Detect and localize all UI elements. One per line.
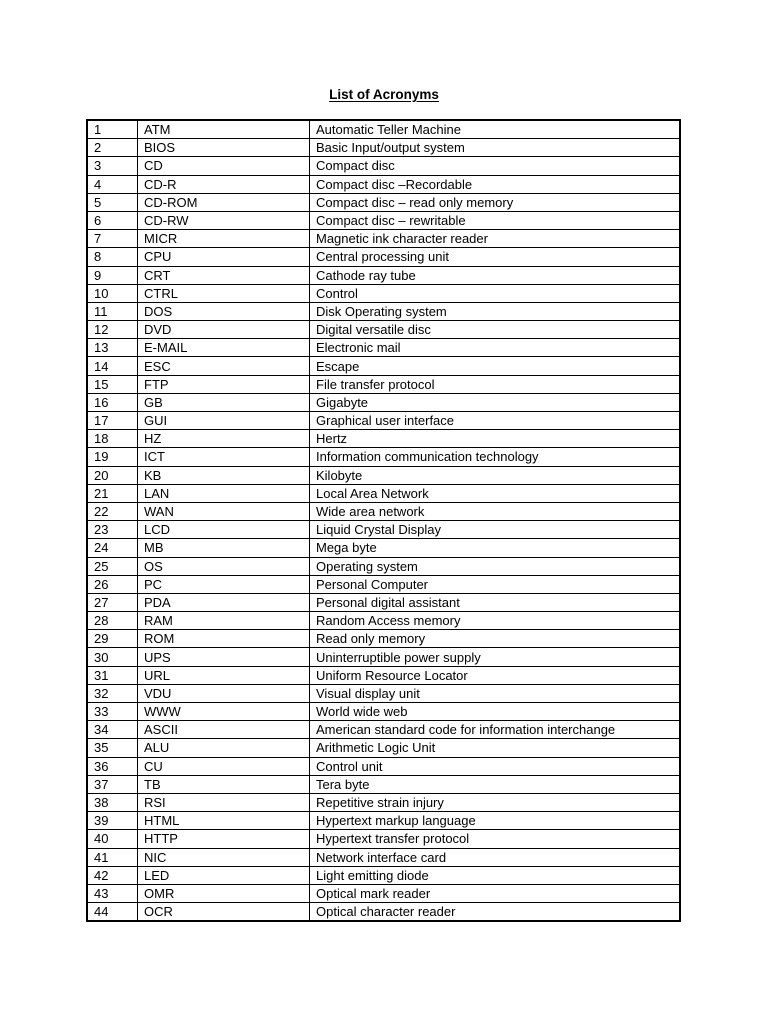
meaning-cell: Gigabyte xyxy=(310,393,681,411)
acronym-cell: ASCII xyxy=(138,721,310,739)
row-number-cell: 23 xyxy=(87,521,138,539)
table-row xyxy=(87,448,680,466)
acronym-cell: CTRL xyxy=(138,284,310,302)
meaning-cell: Compact disc – rewritable xyxy=(310,211,681,229)
meaning-cell: Hertz xyxy=(310,430,681,448)
meaning-cell: Digital versatile disc xyxy=(310,321,681,339)
table-row xyxy=(87,484,680,502)
row-number-cell: 17 xyxy=(87,412,138,430)
row-number-cell: 29 xyxy=(87,630,138,648)
meaning-cell: Arithmetic Logic Unit xyxy=(310,739,681,757)
acronym-cell: UPS xyxy=(138,648,310,666)
table-row xyxy=(87,648,680,666)
acronym-cell: E-MAIL xyxy=(138,339,310,357)
table-row xyxy=(87,630,680,648)
acronym-cell: OCR xyxy=(138,903,310,922)
acronym-cell: KB xyxy=(138,466,310,484)
table-row xyxy=(87,521,680,539)
acronym-cell: ROM xyxy=(138,630,310,648)
row-number-cell: 14 xyxy=(87,357,138,375)
row-number-cell: 5 xyxy=(87,193,138,211)
acronym-cell: ATM xyxy=(138,120,310,139)
meaning-cell: Personal digital assistant xyxy=(310,593,681,611)
table-row xyxy=(87,539,680,557)
meaning-cell: Mega byte xyxy=(310,539,681,557)
acronym-cell: PDA xyxy=(138,593,310,611)
meaning-cell: Optical mark reader xyxy=(310,884,681,902)
acronym-cell: CD-R xyxy=(138,175,310,193)
row-number-cell: 43 xyxy=(87,884,138,902)
table-row xyxy=(87,884,680,902)
acronym-cell: TB xyxy=(138,775,310,793)
meaning-cell: Disk Operating system xyxy=(310,302,681,320)
table-row xyxy=(87,302,680,320)
row-number-cell: 9 xyxy=(87,266,138,284)
acronym-cell: LAN xyxy=(138,484,310,502)
table-row xyxy=(87,812,680,830)
row-number-cell: 6 xyxy=(87,211,138,229)
row-number-cell: 7 xyxy=(87,230,138,248)
row-number-cell: 1 xyxy=(87,120,138,139)
meaning-cell: Local Area Network xyxy=(310,484,681,502)
row-number-cell: 21 xyxy=(87,484,138,502)
table-row xyxy=(87,721,680,739)
meaning-cell: Wide area network xyxy=(310,502,681,520)
table-row xyxy=(87,430,680,448)
meaning-cell: Liquid Crystal Display xyxy=(310,521,681,539)
acronym-table-body xyxy=(87,120,680,921)
table-row xyxy=(87,793,680,811)
row-number-cell: 38 xyxy=(87,793,138,811)
table-row xyxy=(87,575,680,593)
table-row xyxy=(87,557,680,575)
row-number-cell: 20 xyxy=(87,466,138,484)
row-number-cell: 16 xyxy=(87,393,138,411)
row-number-cell: 18 xyxy=(87,430,138,448)
table-row xyxy=(87,211,680,229)
row-number-cell: 41 xyxy=(87,848,138,866)
acronym-cell: OS xyxy=(138,557,310,575)
table-row xyxy=(87,593,680,611)
meaning-cell: Control xyxy=(310,284,681,302)
table-row xyxy=(87,375,680,393)
row-number-cell: 15 xyxy=(87,375,138,393)
meaning-cell: Compact disc xyxy=(310,157,681,175)
meaning-cell: Cathode ray tube xyxy=(310,266,681,284)
table-row xyxy=(87,393,680,411)
meaning-cell: Uniform Resource Locator xyxy=(310,666,681,684)
row-number-cell: 28 xyxy=(87,612,138,630)
table-row xyxy=(87,175,680,193)
table-row xyxy=(87,157,680,175)
acronym-cell: VDU xyxy=(138,684,310,702)
acronym-cell: GB xyxy=(138,393,310,411)
acronym-cell: WWW xyxy=(138,703,310,721)
row-number-cell: 2 xyxy=(87,139,138,157)
acronym-cell: CPU xyxy=(138,248,310,266)
row-number-cell: 8 xyxy=(87,248,138,266)
table-row xyxy=(87,120,680,139)
acronym-cell: RSI xyxy=(138,793,310,811)
meaning-cell: Light emitting diode xyxy=(310,866,681,884)
row-number-cell: 24 xyxy=(87,539,138,557)
row-number-cell: 11 xyxy=(87,302,138,320)
meaning-cell: Kilobyte xyxy=(310,466,681,484)
acronym-cell: FTP xyxy=(138,375,310,393)
table-row xyxy=(87,757,680,775)
meaning-cell: Graphical user interface xyxy=(310,412,681,430)
meaning-cell: American standard code for information interchange xyxy=(310,721,681,739)
acronym-cell: CD-RW xyxy=(138,211,310,229)
meaning-cell: Optical character reader xyxy=(310,903,681,922)
table-row xyxy=(87,830,680,848)
acronym-cell: MB xyxy=(138,539,310,557)
row-number-cell: 36 xyxy=(87,757,138,775)
meaning-cell: Tera byte xyxy=(310,775,681,793)
meaning-cell: Random Access memory xyxy=(310,612,681,630)
row-number-cell: 33 xyxy=(87,703,138,721)
acronym-cell: CD xyxy=(138,157,310,175)
table-row xyxy=(87,903,680,922)
acronym-cell: NIC xyxy=(138,848,310,866)
acronym-cell: HZ xyxy=(138,430,310,448)
acronym-cell: DOS xyxy=(138,302,310,320)
row-number-cell: 19 xyxy=(87,448,138,466)
meaning-cell: Visual display unit xyxy=(310,684,681,702)
acronym-cell: ICT xyxy=(138,448,310,466)
table-row xyxy=(87,230,680,248)
row-number-cell: 39 xyxy=(87,812,138,830)
table-row xyxy=(87,502,680,520)
table-row xyxy=(87,703,680,721)
acronym-cell: PC xyxy=(138,575,310,593)
row-number-cell: 3 xyxy=(87,157,138,175)
row-number-cell: 10 xyxy=(87,284,138,302)
acronym-cell: LCD xyxy=(138,521,310,539)
table-row xyxy=(87,848,680,866)
table-row xyxy=(87,266,680,284)
meaning-cell: Compact disc –Recordable xyxy=(310,175,681,193)
meaning-cell: Read only memory xyxy=(310,630,681,648)
table-row xyxy=(87,466,680,484)
meaning-cell: Compact disc – read only memory xyxy=(310,193,681,211)
acronym-cell: CU xyxy=(138,757,310,775)
acronym-cell: BIOS xyxy=(138,139,310,157)
table-row xyxy=(87,284,680,302)
table-row xyxy=(87,684,680,702)
table-row xyxy=(87,412,680,430)
table-row xyxy=(87,339,680,357)
acronym-cell: WAN xyxy=(138,502,310,520)
acronym-cell: RAM xyxy=(138,612,310,630)
table-row xyxy=(87,139,680,157)
meaning-cell: Control unit xyxy=(310,757,681,775)
row-number-cell: 42 xyxy=(87,866,138,884)
meaning-cell: Operating system xyxy=(310,557,681,575)
acronym-cell: URL xyxy=(138,666,310,684)
row-number-cell: 25 xyxy=(87,557,138,575)
acronym-cell: HTTP xyxy=(138,830,310,848)
meaning-cell: Basic Input/output system xyxy=(310,139,681,157)
row-number-cell: 35 xyxy=(87,739,138,757)
acronym-cell: ALU xyxy=(138,739,310,757)
meaning-cell: Information communication technology xyxy=(310,448,681,466)
row-number-cell: 27 xyxy=(87,593,138,611)
table-row xyxy=(87,866,680,884)
meaning-cell: File transfer protocol xyxy=(310,375,681,393)
meaning-cell: Uninterruptible power supply xyxy=(310,648,681,666)
table-row xyxy=(87,775,680,793)
acronym-cell: OMR xyxy=(138,884,310,902)
table-row xyxy=(87,248,680,266)
row-number-cell: 12 xyxy=(87,321,138,339)
acronym-cell: GUI xyxy=(138,412,310,430)
table-row xyxy=(87,357,680,375)
acronym-cell: LED xyxy=(138,866,310,884)
acronym-cell: ESC xyxy=(138,357,310,375)
table-row xyxy=(87,739,680,757)
table-row xyxy=(87,612,680,630)
acronym-cell: CRT xyxy=(138,266,310,284)
meaning-cell: Hypertext transfer protocol xyxy=(310,830,681,848)
row-number-cell: 40 xyxy=(87,830,138,848)
row-number-cell: 31 xyxy=(87,666,138,684)
row-number-cell: 26 xyxy=(87,575,138,593)
row-number-cell: 44 xyxy=(87,903,138,922)
row-number-cell: 37 xyxy=(87,775,138,793)
table-row xyxy=(87,666,680,684)
page-title: List of Acronyms xyxy=(329,87,439,102)
row-number-cell: 34 xyxy=(87,721,138,739)
acronym-cell: MICR xyxy=(138,230,310,248)
meaning-cell: Network interface card xyxy=(310,848,681,866)
row-number-cell: 22 xyxy=(87,502,138,520)
meaning-cell: Electronic mail xyxy=(310,339,681,357)
acronym-cell: HTML xyxy=(138,812,310,830)
meaning-cell: Repetitive strain injury xyxy=(310,793,681,811)
meaning-cell: Hypertext markup language xyxy=(310,812,681,830)
meaning-cell: World wide web xyxy=(310,703,681,721)
row-number-cell: 4 xyxy=(87,175,138,193)
acronym-table xyxy=(86,119,681,922)
meaning-cell: Personal Computer xyxy=(310,575,681,593)
table-row xyxy=(87,321,680,339)
acronym-cell: CD-ROM xyxy=(138,193,310,211)
row-number-cell: 13 xyxy=(87,339,138,357)
meaning-cell: Escape xyxy=(310,357,681,375)
table-row xyxy=(87,193,680,211)
meaning-cell: Automatic Teller Machine xyxy=(310,120,681,139)
row-number-cell: 32 xyxy=(87,684,138,702)
acronym-cell: DVD xyxy=(138,321,310,339)
meaning-cell: Magnetic ink character reader xyxy=(310,230,681,248)
meaning-cell: Central processing unit xyxy=(310,248,681,266)
row-number-cell: 30 xyxy=(87,648,138,666)
